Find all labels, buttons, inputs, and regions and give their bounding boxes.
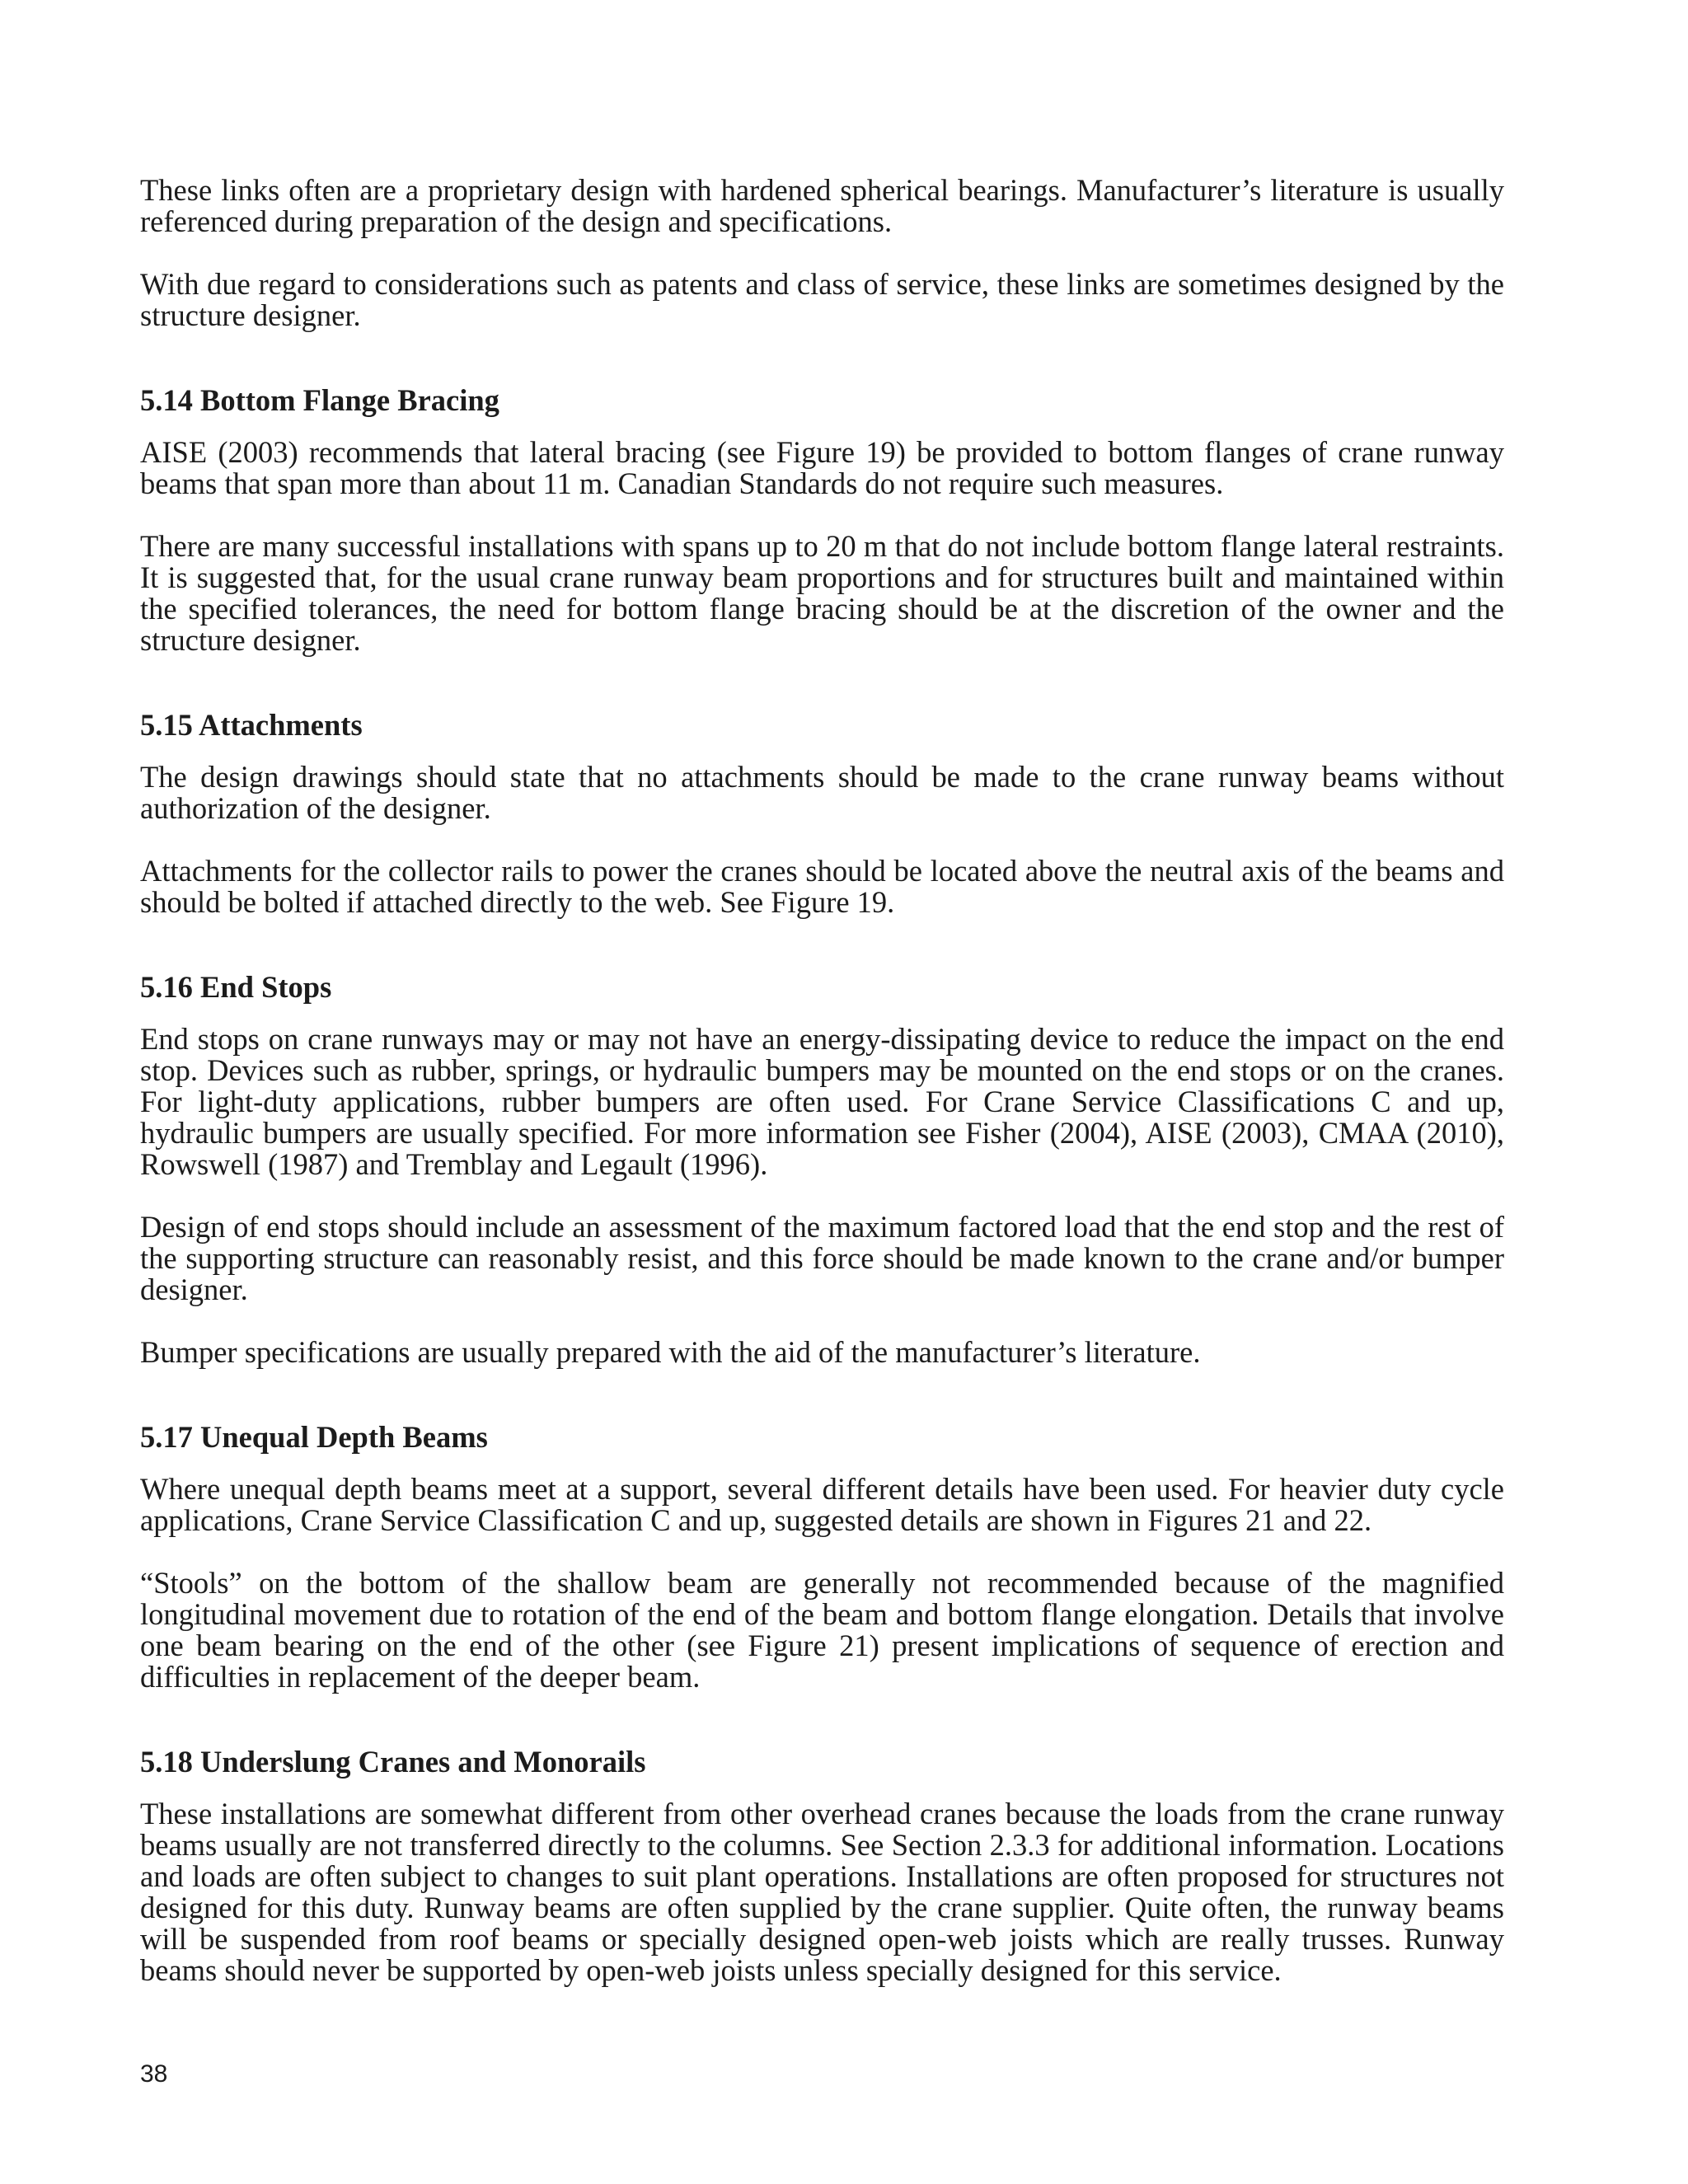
section-5-17 <box>140 1421 1504 1693</box>
paragraph: These links often are a proprietary design with hardened spherical bearings. Manufacturer’s literature is usually referenced during preparation of the design and specifications. <box>140 173 1504 238</box>
paragraph: These installations are somewhat different from other overhead cranes because the loads from the crane runway beams usually are not transferred directly to the columns. See Section 2.3.3 for additional information. Locations and loads are often subject to changes to suit plant operations. Installations are often proposed for structures not designed for this duty. Runway beams are often supplied by the crane supplier. Quite often, the runway beams will be suspended from roof beams or specially designed open-web joists which are really trusses. Runway beams should never be supported by open-web joists unless specially designed for this service. <box>140 1797 1504 1987</box>
paragraph: The design drawings should state that no attachments should be made to the crane runway beams without authorization of the designer. <box>140 760 1504 825</box>
paragraph: There are many successful installations with spans up to 20 m that do not include bottom flange lateral restraints. It is suggested that, for the usual crane runway beam proportions and for structures built and maintained within the specified tolerances, the need for bottom flange bracing should be at the discretion of the owner and the structure designer. <box>140 529 1504 657</box>
section-heading: 5.15 Attachments <box>140 708 363 742</box>
section-heading: 5.17 Unequal Depth Beams <box>140 1420 488 1454</box>
section-5-14 <box>140 384 1504 656</box>
paragraph: Bumper specifications are usually prepared with the aid of the manufacturer’s literature. <box>140 1335 1201 1369</box>
paragraph: Attachments for the collector rails to power the cranes should be located above the neutral axis of the beams and should be bolted if attached directly to the web. See Figure 19. <box>140 854 1504 919</box>
paragraph: End stops on crane runways may or may not have an energy-dissipating device to reduce the impact on the end stop. Devices such as rubber, springs, or hydraulic bumpers may be mounted on the end stops or on the cranes. For light-duty applications, rubber bumpers are often used. For Crane Service Classifications C and up, hydraulic bumpers are usually specified. For more information see Fisher (2004), AISE (2003), CMAA (2010), Rowswell (1987) and Tremblay and Legault (1996). <box>140 1022 1504 1181</box>
paragraph: With due regard to considerations such as patents and class of service, these links are sometimes designed by the structure designer. <box>140 267 1504 332</box>
intro-block <box>140 175 1504 331</box>
document-page <box>140 175 1504 2018</box>
section-heading: 5.16 End Stops <box>140 970 332 1004</box>
paragraph: AISE (2003) recommends that lateral bracing (see Figure 19) be provided to bottom flanges of crane runway beams that span more than about 11 m. Canadian Standards do not require such measures. <box>140 435 1504 500</box>
section-5-18 <box>140 1746 1504 1986</box>
paragraph: Where unequal depth beams meet at a support, several different details have been used. For heavier duty cycle applications, Crane Service Classification C and up, suggested details are shown in Figures 21 and 22. <box>140 1472 1504 1537</box>
paragraph: “Stools” on the bottom of the shallow beam are generally not recommended because of the magnified longitudinal movement due to rotation of the end of the beam and bottom flange elongation. Details that involve one beam bearing on the end of the other (see Figure 21) present implications of sequence of erection and difficulties in replacement of the deeper beam. <box>140 1566 1504 1694</box>
section-heading: 5.14 Bottom Flange Bracing <box>140 383 499 417</box>
section-5-16 <box>140 971 1504 1368</box>
page-number: 38 <box>140 2060 168 2088</box>
paragraph: Design of end stops should include an assessment of the maximum factored load that the end stop and the rest of the supporting structure can reasonably resist, and this force should be made known to the crane and/or bumper designer. <box>140 1210 1504 1306</box>
section-5-15 <box>140 709 1504 918</box>
section-heading: 5.18 Underslung Cranes and Monorails <box>140 1745 646 1779</box>
